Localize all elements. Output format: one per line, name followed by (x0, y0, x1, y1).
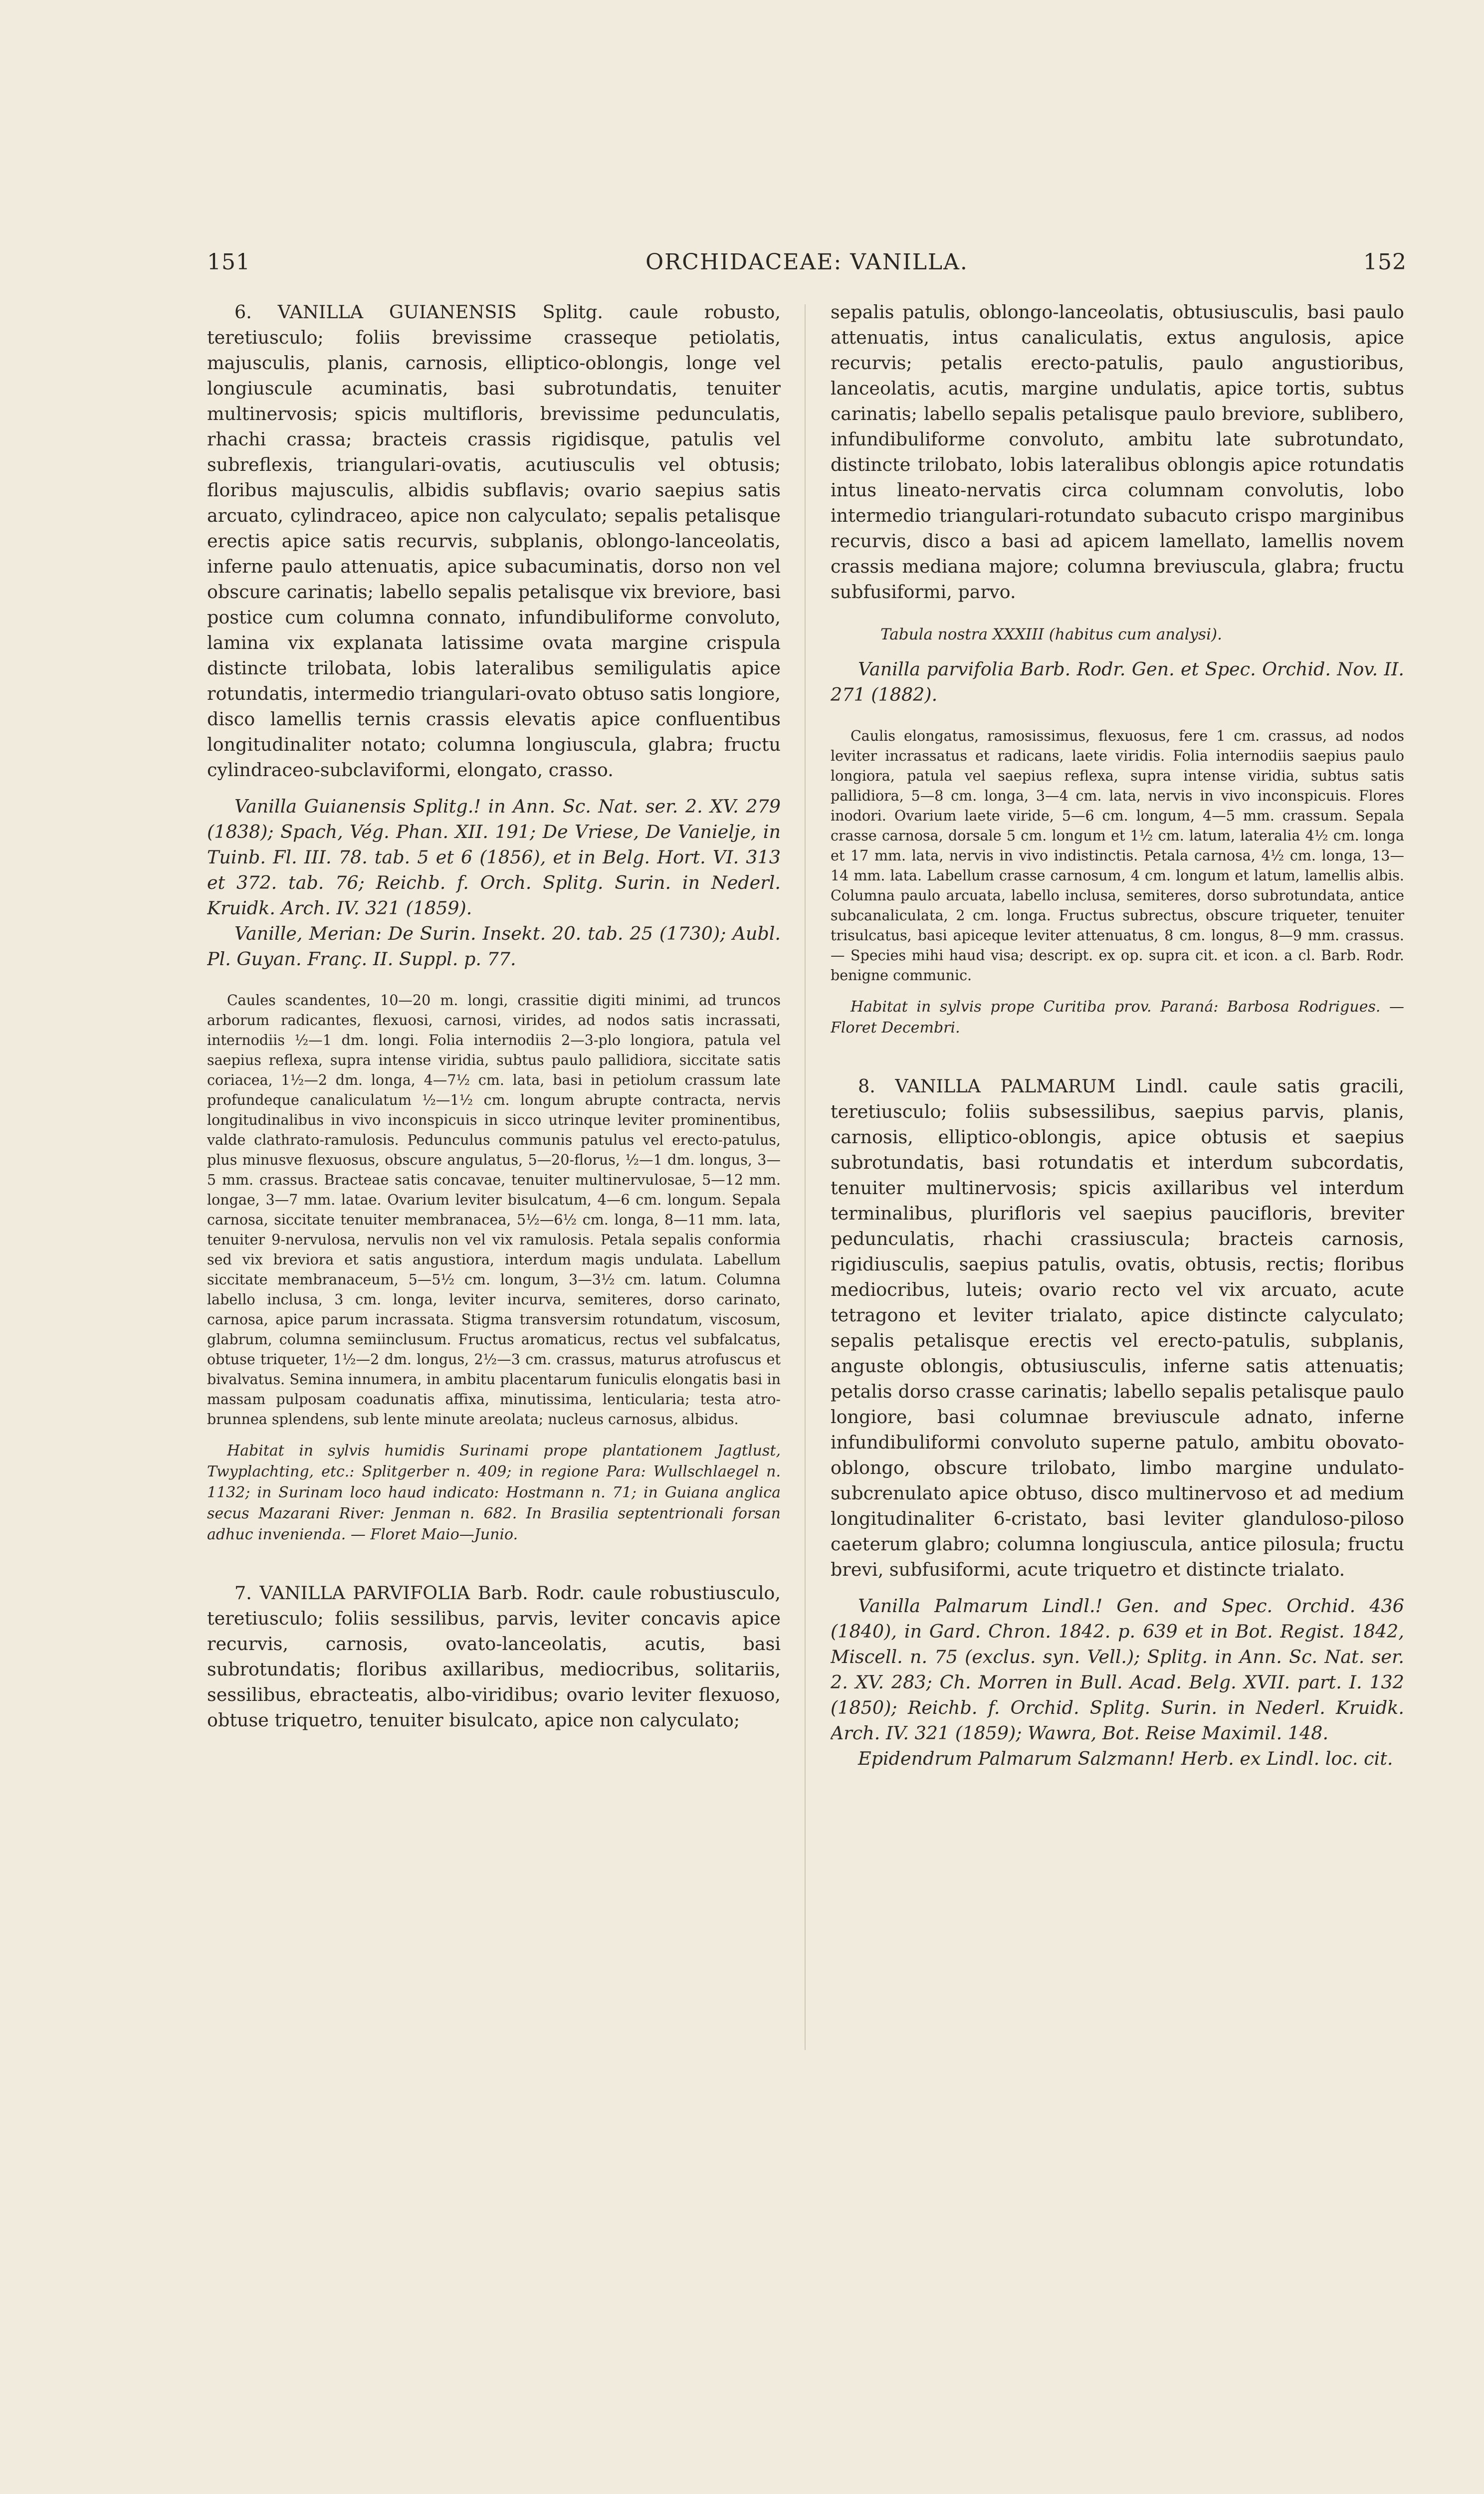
species-7-citation: Vanilla parvifolia Barb. Rodr. Gen. et Spec. Orchid. Nov. II. 271 (1882). (831, 658, 1404, 705)
species-6-citation-2: Vanille, Merian: De Surin. Insekt. 20. tab. 25 (1730); Aubl. Pl. Guyan. Franç. II. Suppl. p. 77. (207, 923, 781, 970)
species-6-detail: Caules scandentes, 10—20 m. longi, crassitie digiti minimi, ad truncos arborum radicantes, flexuosi, carnosi, virides, ad nodos satis incrassati, internodiis ½—1 dm. longi. Folia internodiis 2—3-plo longiora, patula vel saepius reflexa, supra intense viridia, subtus paulo pallidiora, siccitate satis coriacea, 1½—2 dm. longa, 4—7½ cm. lata, basi in petiolum crassum late profundeque canaliculatum ½—1½ cm. longum abrupte contracta, nervis longitudinalibus in vivo inconspicuis in sicco utrinque leviter prominentibus, valde clathrato-ramulosis. Pedunculus communis patulus vel erecto-patulus, plus minusve flexuosus, obscure angulatus, 5—20-florus, ½—1 dm. longus, 3—5 mm. crassus. Bracteae satis concavae, tenuiter multinervulosae, 5—12 mm. longae, 3—7 mm. latae. Ovarium leviter bisulcatum, 4—6 cm. longum. Sepala carnosa, siccitate tenuiter membranacea, 5½—6½ cm. longa, 8—11 mm. lata, tenuiter 9-nervulosa, nervulis non vel vix ramulosis. Petala sepalis conformia sed vix breviora et satis angustiora, interdum magis undulata. Labellum siccitate membranaceum, 5—5½ cm. longum, 3—3½ cm. latum. Columna labello inclusa, 3 cm. longa, leviter incurva, semiteres, dorso carinato, carnosa, apice parum incrassata. Stigma transversim rotundatum, viscosum, glabrum, columna semiinclusum. Fructus aromaticus, rectus vel subfalcatus, obtuse triqueter, 1½—2 dm. longus, 2½—3 cm. crassus, maturus atrofuscus et bivalvatus. Semina innumera, in ambitu placentarum funiculis elongatis basi in massam pulposam coadunatis affixa, minutissima, lenticularia; testa atro-brunnea splendens, sub lente minute areolata; nucleus carnosus, albidus. (207, 992, 781, 1428)
left-column (207, 299, 781, 2444)
page-number-left: 151 (207, 249, 250, 275)
species-8-description: 8. VANILLA PALMARUM Lindl. caule satis gracili, teretiusculo; foliis subsessilibus, saepius parvis, planis, carnosis, elliptico-oblongis, apice obtusis et saepius subrotundatis, basi rotundatis et interdum subcordatis, tenuiter multinervosis; spicis axillaribus vel interdum terminalibus, plurifloris vel saepius paucifloris, breviter pedunculatis, rhachi crassiuscula; bracteis carnosis, rigidiusculis, saepius patulis, ovatis, obtusis, rectis; floribus mediocribus, luteis; ovario recto vel vix arcuato, acute tetragono et leviter trialato, apice distincte calyculato; sepalis petalisque erectis vel erecto-patulis, subplanis, anguste oblongis, obtusiusculis, inferne satis attenuatis; petalis dorso crasse carinatis; labello sepalis petalisque paulo longiore, basi columnae breviuscule adnato, inferne infundibuliformi convoluto superne patulo, ambitu obovato-oblongo, obscure trilobato, limbo margine undulato-subcrenulato apice obtuso, disco multinervoso et ad medium longitudinaliter 6-cristato, basi leviter glanduloso-piloso caeterum glabro; columna longiuscula, antice pilosula; fructu brevi, subfusiformi, acute triquetro et distincte trialato. (831, 1075, 1404, 1580)
page-header (207, 249, 1407, 284)
species-6-habitat: Habitat in sylvis humidis Surinami prope plantationem Jagtlust, Twyplachting, etc.: Splitgerber n. 409; in regione Para: Wullschlaegel n. 1132; in Surinam loco haud indicato: Hostmann n. 71; in Guiana anglica secus Mazarani River: Jenman n. 682. In Brasilia septentrionali forsan adhuc invenienda. — Floret Maio—Junio. (207, 1442, 781, 1543)
species-7-habitat: Habitat in sylvis prope Curitiba prov. Paraná: Barbosa Rodrigues. — Floret Decembri. (831, 998, 1404, 1037)
species-7-description-cont: sepalis patulis, oblongo-lanceolatis, obtusiusculis, basi paulo attenuatis, intus canaliculatis, extus angulosis, apice recurvis; petalis erecto-patulis, paulo angustioribus, lanceolatis, acutis, margine undulatis, apice tortis, subtus carinatis; labello sepalis petalisque paulo breviore, sublibero, infundibuliforme convoluto, ambitu late subrotundato, distincte trilobato, lobis lateralibus oblongis apice rotundatis intus lineato-nervatis circa columnam convolutis, lobo intermedio triangulari-rotundato subacuto crispo marginibus recurvis, disco a basi ad apicem lamellato, lamellis novem crassis mediana majore; columna breviuscula, glabra; fructu subfusiformi, parvo. (831, 301, 1404, 603)
species-6-citation-1: Vanilla Guianensis Splitg.! in Ann. Sc. Nat. ser. 2. XV. 279 (1838); Spach, Vég. Phan. XII. 191; De Vriese, De Vanielje, in Tuinb. Fl. III. 78. tab. 5 et 6 (1856), et in Belg. Hort. VI. 313 et 372. tab. 76; Reichb. f. Orch. Splitg. Surin. in Nederl. Kruidk. Arch. IV. 321 (1859). (207, 796, 781, 919)
species-8-citation-1: Vanilla Palmarum Lindl.! Gen. and Spec. Orchid. 436 (1840), in Gard. Chron. 1842. p. 639 et in Bot. Regist. 1842, Miscell. n. 75 (exclus. syn. Vell.); Splitg. in Ann. Sc. Nat. ser. 2. XV. 283; Ch. Morren in Bull. Acad. Belg. XVII. part. I. 132 (1850); Reichb. f. Orchid. Splitg. Surin. in Nederl. Kruidk. Arch. IV. 321 (1859); Wawra, Bot. Reise Maximil. 148. (831, 1595, 1404, 1744)
right-column (831, 299, 1404, 2444)
species-7-description: 7. VANILLA PARVIFOLIA Barb. Rodr. caule robustiusculo, teretiusculo; foliis sessilibus, parvis, leviter concavis apice recurvis, carnosis, ovato-lanceolatis, acutis, basi subrotundatis; floribus axillaribus, mediocribus, solitariis, sessilibus, ebracteatis, albo-viridibus; ovario leviter flexuoso, obtuse triquetro, tenuiter bisulcato, apice non calyculato; (207, 1582, 781, 1731)
page-number-right: 152 (1363, 249, 1407, 275)
running-title: ORCHIDACEAE: VANILLA. (645, 249, 968, 275)
species-6-description: 6. VANILLA GUIANENSIS Splitg. caule robusto, teretiusculo; foliis brevissime crasseque petiolatis, majusculis, planis, carnosis, elliptico-oblongis, longe vel longiuscule acuminatis, basi subrotundatis, tenuiter multinervosis; spicis multifloris, brevissime pedunculatis, rhachi crassa; bracteis crassis rigidisque, patulis vel subreflexis, triangulari-ovatis, acutiusculis vel obtusis; floribus majusculis, albidis subflavis; ovario saepius satis arcuato, cylindraceo, apice non calyculato; sepalis petalisque erectis apice satis recurvis, subplanis, oblongo-lanceolatis, inferne paulo attenuatis, apice subacuminatis, dorso non vel obscure carinatis; labello sepalis petalisque vix breviore, basi postice cum columna connato, infundibuliforme convoluto, lamina vix explanata latissime ovata margine crispula distincte trilobata, lobis lateralibus semiligulatis apice rotundatis, intermedio triangulari-ovato obtuso satis longiore, disco lamellis ternis crassis elevatis apice confluentibus longitudinaliter notato; columna longiuscula, glabra; fructu cylindraceo-subclaviformi, elongato, crasso. (207, 301, 781, 781)
species-7-detail: Caulis elongatus, ramosissimus, flexuosus, fere 1 cm. crassus, ad nodos leviter incrassatus et radicans, laete viridis. Folia internodiis saepius paulo longiora, patula vel saepius reflexa, supra intense viridia, subtus satis pallidiora, 5—8 cm. longa, 3—4 cm. lata, nervis in vivo inconspicuis. Flores inodori. Ovarium laete viride, 5—6 cm. longum, 4—5 mm. crassum. Sepala crasse carnosa, dorsale 5 cm. longum et 1½ cm. latum, lateralia 4½ cm. longa et 17 mm. lata, nervis in vivo indistinctis. Petala carnosa, 4½ cm. longa, 13—14 mm. lata. Labellum crasse carnosum, 4 cm. longum et latum, lamellis albis. Columna paulo arcuata, labello inclusa, semiteres, dorso subrotundata, antice subcanaliculata, 2 cm. longa. Fructus subrectus, obscure triqueter, tenuiter trisulcatus, basi apiceque leviter attenuatus, 8 cm. longus, 8—9 mm. crassus. — Species mihi haud visa; descript. ex op. supra cit. et icon. a cl. Barb. Rodr. benigne communic. (831, 728, 1404, 984)
species-8-citation-2: Epidendrum Palmarum Salzmann! Herb. ex Lindl. loc. cit. (858, 1748, 1393, 1769)
column-divider (805, 304, 806, 2050)
species-7-plate: Tabula nostra XXXIII (habitus cum analysi). (880, 625, 1222, 643)
